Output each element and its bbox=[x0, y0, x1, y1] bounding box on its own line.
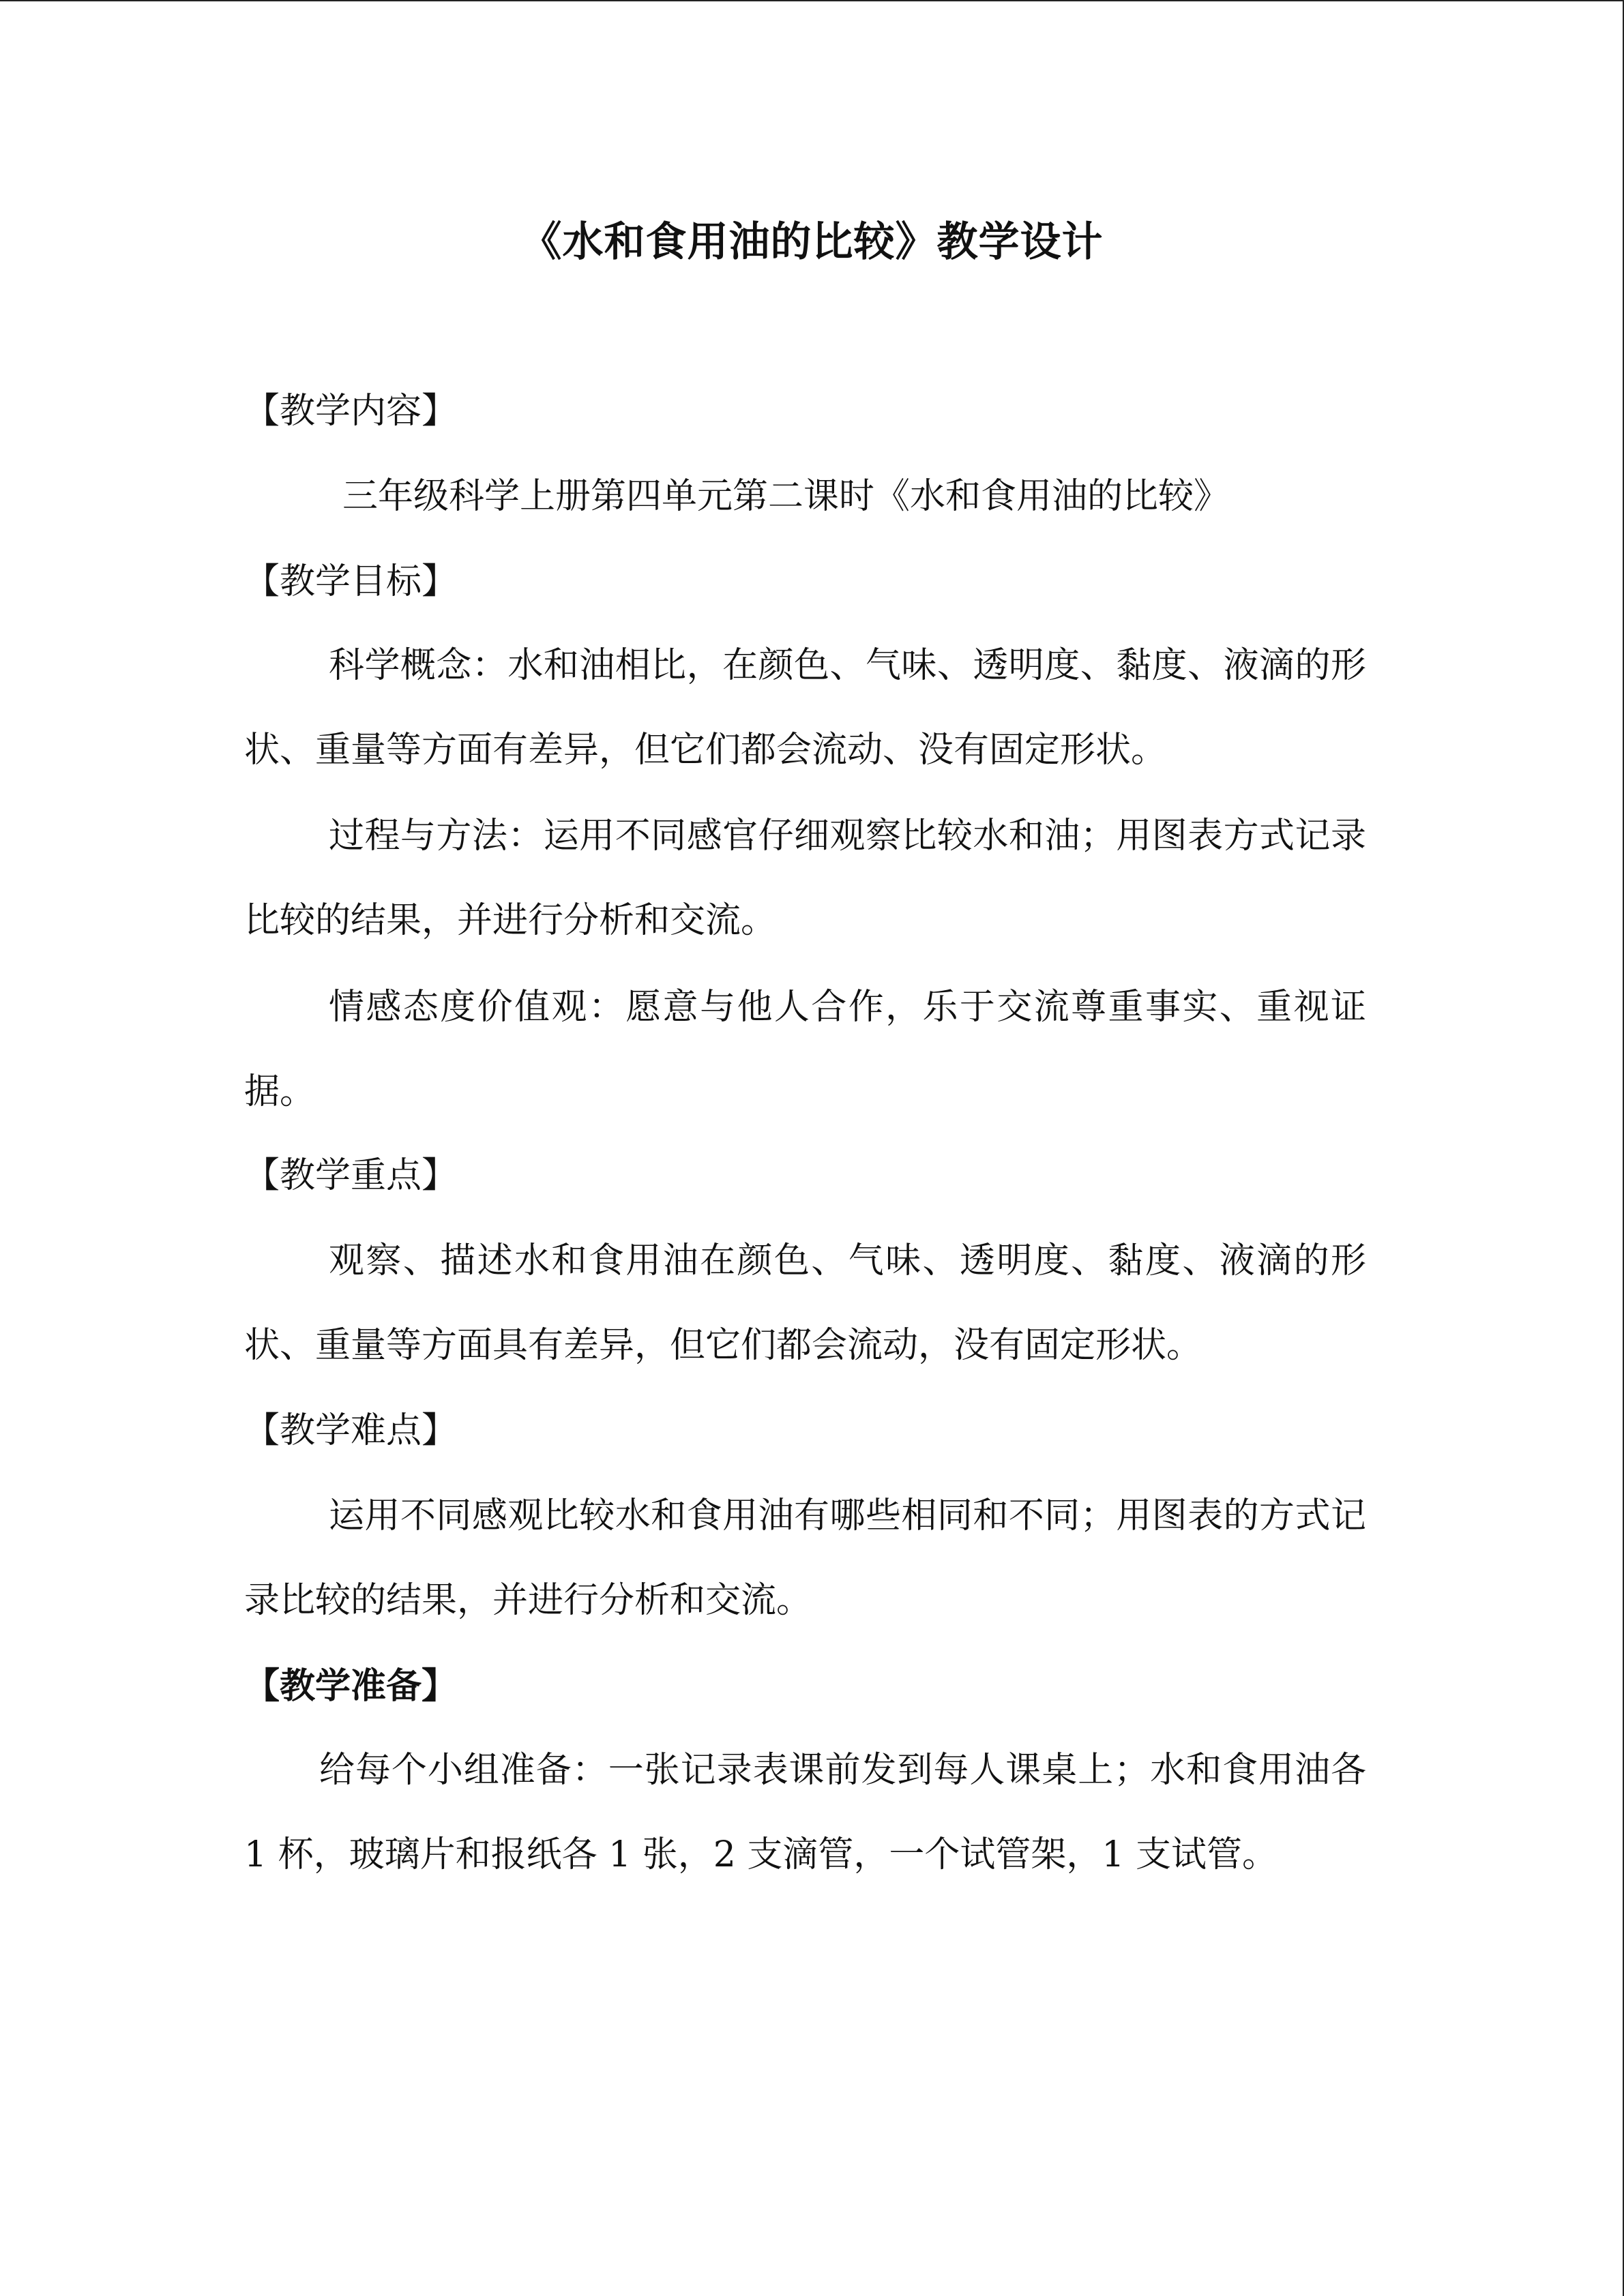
section-heading-content: 【教学内容】 bbox=[244, 391, 458, 432]
difficulties-paragraph: 运用不同感观比较水和食用油有哪些相同和不同；用图表的方式记录比较的结果，并进行分析和交流。 bbox=[244, 1495, 1366, 1621]
section-heading-key-points: 【教学重点】 bbox=[244, 1155, 458, 1196]
key-points-paragraph: 观察、描述水和食用油在颜色、气味、透明度、黏度、液滴的形状、重量等方面具有差异，但它们都会流动，没有固定形状。 bbox=[244, 1240, 1366, 1366]
section-heading-objectives: 【教学目标】 bbox=[244, 561, 458, 602]
objective-process-paragraph: 过程与方法：运用不同感官仔细观察比较水和油；用图表方式记录比较的结果，并进行分析和交流。 bbox=[244, 816, 1366, 941]
document-title: 《水和食用油的比较》教学设计 bbox=[520, 218, 1104, 266]
objective-concept-paragraph: 科学概念：水和油相比，在颜色、气味、透明度、黏度、液滴的形状、重量等方面有差异，但它们都会流动、没有固定形状。 bbox=[244, 645, 1366, 771]
content-paragraph: 三年级科学上册第四单元第二课时《水和食用油的比较》 bbox=[342, 476, 1230, 517]
section-heading-preparation: 【教学准备】 bbox=[244, 1665, 458, 1707]
section-heading-difficulties: 【教学难点】 bbox=[244, 1410, 458, 1451]
objective-attitude-paragraph: 情感态度价值观：愿意与他人合作，乐于交流尊重事实、重视证据。 bbox=[244, 987, 1366, 1112]
preparation-paragraph: 给每个小组准备：一张记录表课前发到每人课桌上；水和食用油各 1 杯，玻璃片和报纸各 1 张，2 支滴管，一个试管架，1 支试管。 bbox=[244, 1750, 1366, 1875]
